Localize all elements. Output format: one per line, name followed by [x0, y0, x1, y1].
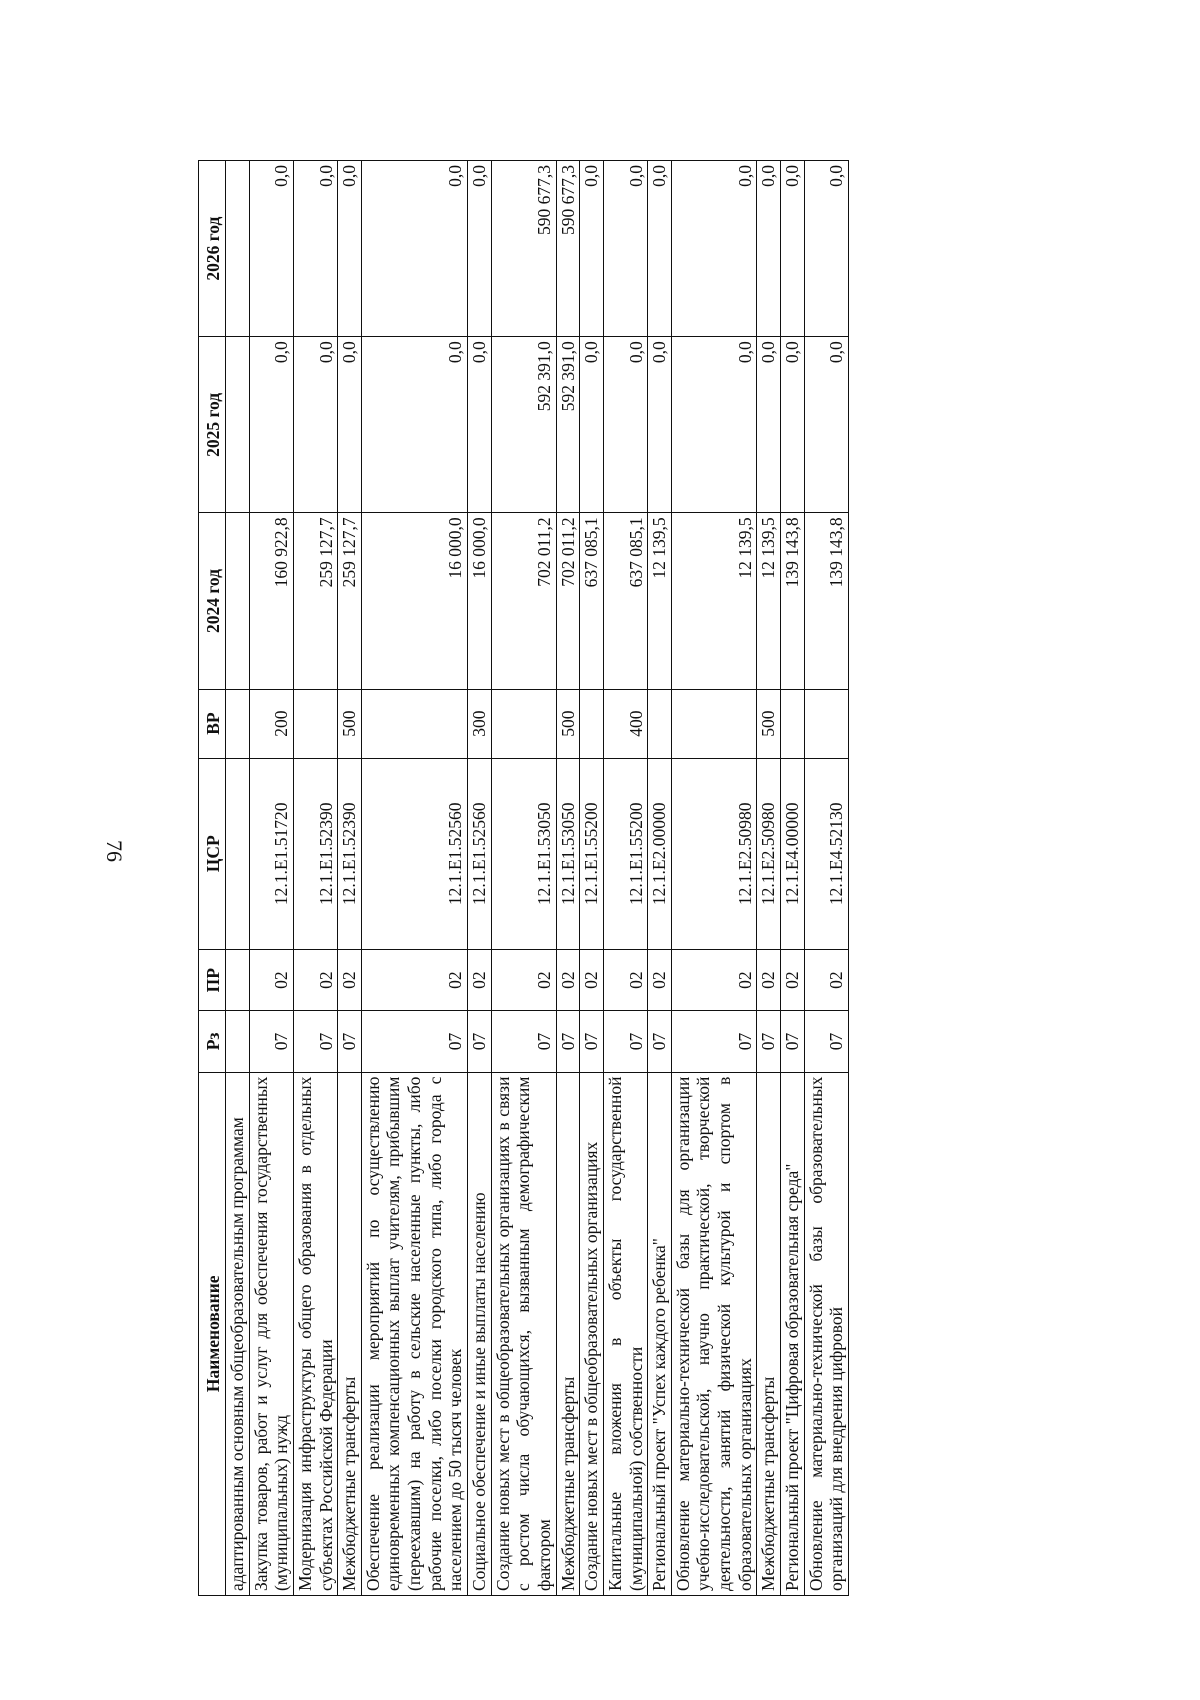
row-name: Межбюджетные трансферты [338, 1072, 362, 1595]
table-row [361, 161, 467, 1596]
row-rz: 07 [804, 1011, 848, 1072]
row-pr: 02 [804, 950, 848, 1011]
header-2024: 2024 год [199, 513, 226, 689]
row-csr: 12.1.E1.52560 [361, 758, 467, 950]
row-csr: 12.1.E1.52390 [338, 758, 362, 950]
header-2025: 2025 год [199, 337, 226, 513]
row-vr [491, 689, 556, 758]
row-2024: 16 000,0 [468, 513, 492, 689]
row-2024: 637 085,1 [603, 513, 647, 689]
row-pr [226, 950, 250, 1011]
row-name: Обновление материально-технической базы для организации учебно-исследовательской, научно практической, творческой деятельности, занятий физической культурой и спортом в образовательных организациях [671, 1072, 757, 1595]
row-2025: 0,0 [249, 337, 293, 513]
row-2026: 0,0 [804, 161, 848, 337]
row-vr [781, 689, 805, 758]
row-vr [580, 689, 604, 758]
row-2026: 0,0 [648, 161, 672, 337]
row-name: Создание новых мест в общеобразовательных организациях в связи с ростом числа обучающихся, вызванным демографическим фактором [491, 1072, 556, 1595]
row-2024: 16 000,0 [361, 513, 467, 689]
row-name: Модернизация инфраструктуры общего образования в отдельных субъектах Российской Федерации [293, 1072, 337, 1595]
row-2024 [226, 513, 250, 689]
row-pr: 02 [757, 950, 781, 1011]
row-2024: 139 143,8 [804, 513, 848, 689]
row-vr [361, 689, 467, 758]
row-csr: 12.1.E2.50980 [671, 758, 757, 950]
row-name: Межбюджетные трансферты [757, 1072, 781, 1595]
row-vr: 500 [757, 689, 781, 758]
row-vr [226, 689, 250, 758]
row-csr: 12.1.E1.52560 [468, 758, 492, 950]
row-pr: 02 [361, 950, 467, 1011]
row-2024: 139 143,8 [781, 513, 805, 689]
row-name: Обеспечение реализации мероприятий по осуществлению единовременных компенсационных выплат учителям, прибывшим (переехавшим) на работу в сельские населенные пункты, либо рабочие поселки, либо поселки городского типа, либо города с населением до 50 тысяч человек [361, 1072, 467, 1595]
table-row [757, 161, 781, 1596]
table-row [648, 161, 672, 1596]
row-pr: 02 [491, 950, 556, 1011]
row-2025: 0,0 [361, 337, 467, 513]
row-2025: 0,0 [580, 337, 604, 513]
row-2024: 12 139,5 [648, 513, 672, 689]
row-rz: 07 [757, 1011, 781, 1072]
row-2025: 0,0 [603, 337, 647, 513]
row-vr: 400 [603, 689, 647, 758]
header-pr: ПР [199, 950, 226, 1011]
row-name: Межбюджетные трансферты [556, 1072, 580, 1595]
table-header-row [199, 161, 226, 1596]
row-2025 [226, 337, 250, 513]
row-2025: 0,0 [648, 337, 672, 513]
row-pr: 02 [648, 950, 672, 1011]
row-vr [648, 689, 672, 758]
row-2026: 0,0 [671, 161, 757, 337]
row-2024: 12 139,5 [671, 513, 757, 689]
row-csr: 12.1.E1.53050 [556, 758, 580, 950]
row-rz: 07 [293, 1011, 337, 1072]
row-2026: 0,0 [781, 161, 805, 337]
table-row [293, 161, 337, 1596]
row-2025: 0,0 [293, 337, 337, 513]
header-rz: Рз [199, 1011, 226, 1072]
row-vr: 500 [556, 689, 580, 758]
row-csr: 12.1.E2.50980 [757, 758, 781, 950]
row-2025: 0,0 [468, 337, 492, 513]
row-vr [671, 689, 757, 758]
row-2025: 0,0 [671, 337, 757, 513]
row-2026: 0,0 [468, 161, 492, 337]
table-row [468, 161, 492, 1596]
budget-table [198, 160, 849, 1596]
row-2024: 160 922,8 [249, 513, 293, 689]
row-2026: 0,0 [249, 161, 293, 337]
row-vr: 500 [338, 689, 362, 758]
row-2026: 0,0 [338, 161, 362, 337]
row-csr: 12.1.E1.51720 [249, 758, 293, 950]
table-row [249, 161, 293, 1596]
table-row [338, 161, 362, 1596]
row-rz: 07 [781, 1011, 805, 1072]
row-rz: 07 [491, 1011, 556, 1072]
row-rz: 07 [580, 1011, 604, 1072]
row-pr: 02 [338, 950, 362, 1011]
row-rz: 07 [361, 1011, 467, 1072]
row-2026: 590 677,3 [556, 161, 580, 337]
row-2026: 0,0 [361, 161, 467, 337]
row-2024: 12 139,5 [757, 513, 781, 689]
row-pr: 02 [556, 950, 580, 1011]
row-2026: 0,0 [293, 161, 337, 337]
row-csr [226, 758, 250, 950]
row-2024: 259 127,7 [338, 513, 362, 689]
row-rz: 07 [249, 1011, 293, 1072]
row-name: Социальное обеспечение и иные выплаты населению [468, 1072, 492, 1595]
row-csr: 12.1.E1.55200 [603, 758, 647, 950]
table-row [781, 161, 805, 1596]
row-csr: 12.1.E1.53050 [491, 758, 556, 950]
row-rz: 07 [338, 1011, 362, 1072]
row-2024: 637 085,1 [580, 513, 604, 689]
header-csr: ЦСР [199, 758, 226, 950]
row-2024: 702 011,2 [556, 513, 580, 689]
row-2024: 702 011,2 [491, 513, 556, 689]
row-2026: 590 677,3 [491, 161, 556, 337]
row-rz: 07 [468, 1011, 492, 1072]
row-2025: 0,0 [338, 337, 362, 513]
row-name: Обновление материально-технической базы образовательных организаций для внедрения цифровой [804, 1072, 848, 1595]
row-name: Региональный проект "Успех каждого ребенка" [648, 1072, 672, 1595]
table-row [226, 161, 250, 1596]
row-name: Закупка товаров, работ и услуг для обеспечения государственных (муниципальных) нужд [249, 1072, 293, 1595]
row-pr: 02 [603, 950, 647, 1011]
header-2026: 2026 год [199, 161, 226, 337]
row-2025: 0,0 [781, 337, 805, 513]
table-row [804, 161, 848, 1596]
row-csr: 12.1.E1.52390 [293, 758, 337, 950]
row-name: Создание новых мест в общеобразовательных организациях [580, 1072, 604, 1595]
row-pr: 02 [468, 950, 492, 1011]
row-2025: 0,0 [804, 337, 848, 513]
row-csr: 12.1.E4.52130 [804, 758, 848, 950]
row-rz: 07 [603, 1011, 647, 1072]
row-pr: 02 [249, 950, 293, 1011]
table-body [226, 161, 849, 1596]
row-2026: 0,0 [580, 161, 604, 337]
row-vr: 200 [249, 689, 293, 758]
row-2025: 592 391,0 [556, 337, 580, 513]
row-name: адаптированным основным общеобразовательным программам [226, 1072, 250, 1595]
row-2026: 0,0 [757, 161, 781, 337]
row-csr: 12.1.E2.00000 [648, 758, 672, 950]
table-row [580, 161, 604, 1596]
header-vr: ВР [199, 689, 226, 758]
table-row [671, 161, 757, 1596]
table-row [603, 161, 647, 1596]
row-name: Капитальные вложения в объекты государственной (муниципальной) собственности [603, 1072, 647, 1595]
row-vr [293, 689, 337, 758]
row-2024: 259 127,7 [293, 513, 337, 689]
row-2026: 0,0 [603, 161, 647, 337]
row-pr: 02 [293, 950, 337, 1011]
row-vr [804, 689, 848, 758]
row-pr: 02 [671, 950, 757, 1011]
row-csr: 12.1.E1.55200 [580, 758, 604, 950]
row-pr: 02 [781, 950, 805, 1011]
row-rz: 07 [648, 1011, 672, 1072]
row-rz: 07 [556, 1011, 580, 1072]
row-pr: 02 [580, 950, 604, 1011]
row-2025: 0,0 [757, 337, 781, 513]
rotated-page [198, 160, 1098, 1596]
table-row [491, 161, 556, 1596]
row-csr: 12.1.E4.00000 [781, 758, 805, 950]
row-name: Региональный проект "Цифровая образовательная среда" [781, 1072, 805, 1595]
row-2025: 592 391,0 [491, 337, 556, 513]
header-name: Наименование [199, 1072, 226, 1595]
row-rz [226, 1011, 250, 1072]
row-rz: 07 [671, 1011, 757, 1072]
page-number: 76 [102, 840, 127, 862]
table-row [556, 161, 580, 1596]
row-vr: 300 [468, 689, 492, 758]
row-2026 [226, 161, 250, 337]
